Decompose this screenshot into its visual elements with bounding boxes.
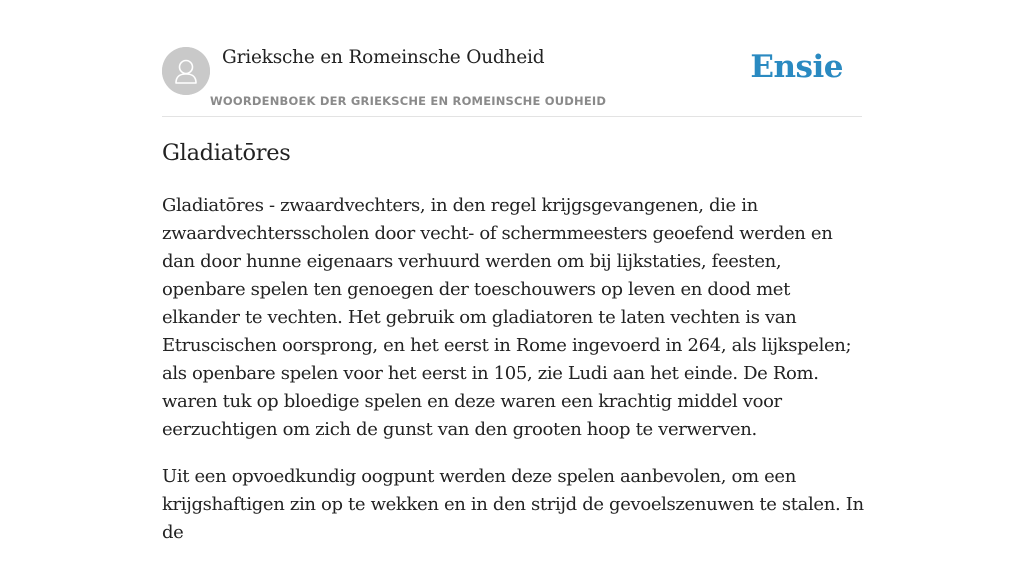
entry-title: Gladiatōres — [162, 140, 291, 166]
page-header — [162, 0, 862, 117]
source-subtitle: WOORDENBOEK DER GRIEKSCHE EN ROMEINSCHE OUDHEID — [210, 94, 607, 108]
ensie-logo[interactable]: Ensie — [750, 49, 843, 85]
entry-paragraph-2: Uit een opvoedkundig oogpunt werden deze spelen aanbevolen, om een krijgshaftigen zin op te wekken en in den strijd de gevoelszenuwen te stalen. In de — [162, 466, 864, 543]
entry-paragraph-1: Gladiatōres - zwaardvechters, in den regel krijgsgevangenen, die in zwaardvechtersscholen door vecht- of schermmeesters geoefend werden en dan door hunne eigenaars verhuurd werden om bij lijkstaties, feesten, openbare spelen ten genoegen der toeschouwers op leven en dood met elkander te vechten. Het gebruik om gladiatoren te laten vechten is van Etruscischen oorsprong, en het eerst in Rome ingevoerd in 264, als lijkspelen; als openbare spelen voor het eerst in 105, zie Ludi aan het einde. De Rom. waren tuk op bloedige spelen en deze waren een krachtig middel voor eerzuchtigen om zich de gunst van den grooten hoop te verwerven. — [162, 195, 852, 440]
page-container — [162, 0, 864, 543]
source-title[interactable]: Grieksche en Romeinsche Oudheid — [222, 47, 545, 68]
user-avatar-icon[interactable] — [162, 47, 210, 95]
entry-body — [162, 192, 867, 566]
